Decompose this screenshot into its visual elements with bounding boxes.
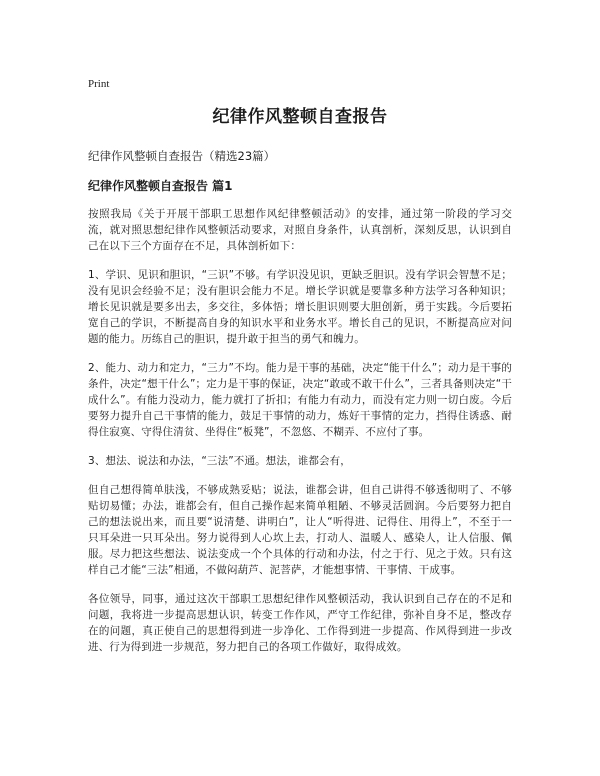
document-subtitle: 纪律作风整顿自查报告（精选23篇） — [88, 149, 276, 163]
paragraph-point-1: 1、学识、见识和胆识，“三识”不够。有学识没见识，更缺乏胆识。没有学识会智慧不足；没有见识会经验不足；没有胆识会能力不足。增长学识就是要靠多种方法学习各种知识；增长见识就是要多出去，多交往，多体悟；增长胆识则要大胆创新，勇于实践。今后要拓宽自己的学识，不断提高自身的知识水平和业务水平。增长自己的见识，不断提高应对问题的能力。历练自己的胆识，提升敢于担当的勇气和魄力。 — [88, 269, 512, 345]
paragraph-conclusion: 各位领导，同事，通过这次干部职工思想纪律作风整顿活动，我认识到自己存在的不足和问题，我将进一步提高思想认识，转变工作作风，严守工作纪律，弥补自身不足，整改存在的问题，真正使自己的思想得到进一步净化、工作得到进一步提高、作风得到进一步改进、行为得到进一步规范，努力把自己的各项工作做好，取得成效。 — [88, 593, 512, 653]
paragraph-point-3: 3、想法、说法和办法，“三法”不通。想法，谁都会有， — [88, 455, 351, 467]
paragraph-point-3-detail: 但自己想得简单肤浅，不够成熟妥贴；说法，谁都会讲，但自己讲得不够透彻明了、不够贴切易懂；办法，谁都会有，但自己操作起来简单粗陋、不够灵活圆润。今后要努力把自己的想法说出来，而且要“说清楚、讲明白”，让人“听得进、记得住、用得上”，不至于一只耳朵进一只耳朵出。努力说得到人心坎上去，打动人、温暖人、感染人，让人信服、佩服。尽力把这些想法、说法变成一个个具体的行动和办法，付之于行、见之于效。只有这样自己才能“三法”相通，不做闷葫芦、泥菩萨，才能想事情、干事情、干成事。 — [88, 484, 512, 576]
page-title: 纪律作风整顿自查报告 — [212, 107, 388, 127]
section-heading: 纪律作风整顿自查报告 篇1 — [88, 179, 233, 193]
paragraph-point-2: 2、能力、动力和定力，“三力”不均。能力是干事的基础，决定“能干什么”；动力是干事的条件，决定“想干什么”；定力是干事的保证，决定“敢或不敢干什么”，三者具备则决定“干成什么”。有能力没动力，能力就打了折扣；有能力有动力，而没有定力则一切白废。今后要努力提升自己干事情的能力，鼓足干事情的动力，炼好干事情的定力，挡得住诱惑、耐得住寂寞、守得住清贫、坐得住“板凳”，不忽悠、不糊弄、不应付了事。 — [88, 362, 512, 438]
paragraph-intro: 按照我局《关于开展干部职工思想作风纪律整顿活动》的安排，通过第一阶段的学习交流，就对照思想纪律作风整顿活动要求，对照自身条件，认真剖析，深刻反思，认识到自己在以下三个方面存在不足，具体剖析如下： — [88, 208, 512, 252]
print-link[interactable]: Print — [88, 78, 110, 90]
